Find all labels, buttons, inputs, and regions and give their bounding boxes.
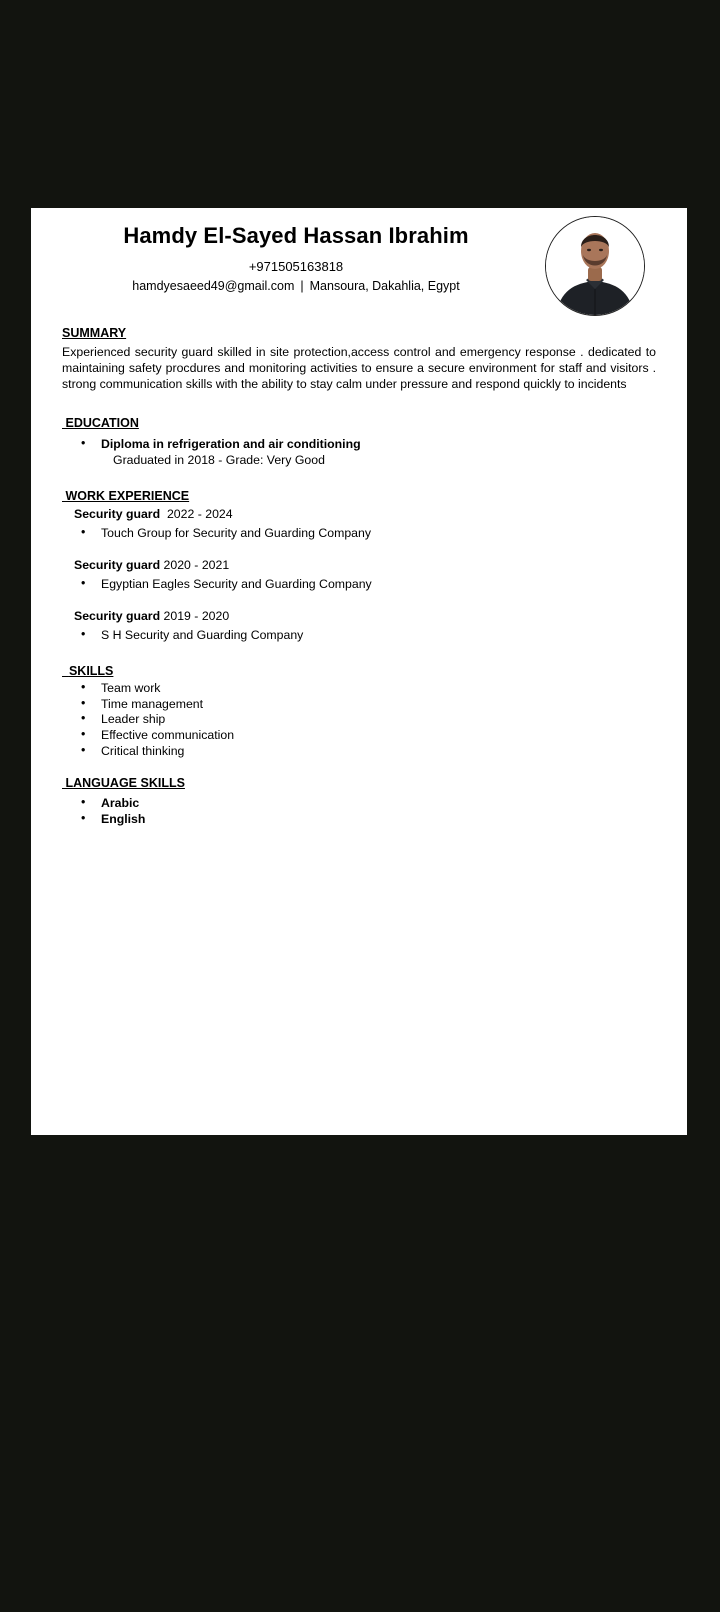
bullet-icon: • <box>81 627 86 641</box>
bullet-icon: • <box>81 743 86 757</box>
bullet-icon: • <box>81 811 86 825</box>
portrait-image <box>546 217 644 315</box>
languages-heading <box>62 776 185 790</box>
job-company: Egyptian Eagles Security and Guarding Company <box>101 577 372 591</box>
bullet-icon: • <box>81 436 86 450</box>
work-heading-label: WORK EXPERIENCE <box>65 489 190 503</box>
skill-item: Effective communication <box>101 728 235 742</box>
skills-heading-label: SKILLS <box>68 664 114 678</box>
education-details: Graduated in 2018 - Grade: Very Good <box>113 453 325 467</box>
education-heading-label: EDUCATION <box>65 416 139 430</box>
profile-photo <box>545 216 645 316</box>
job-company: Touch Group for Security and Guarding Company <box>101 526 371 540</box>
bullet-icon: • <box>81 680 86 694</box>
job-role: Security guard <box>74 558 161 572</box>
work-heading <box>62 489 189 503</box>
bullet-icon: • <box>81 727 86 741</box>
summary-heading: SUMMARY <box>62 326 127 340</box>
skills-heading <box>62 664 113 678</box>
phone-number: +971505163818 <box>248 259 344 274</box>
education-heading <box>62 416 139 430</box>
location: Mansoura, Dakahlia, Egypt <box>309 279 460 293</box>
skill-item: Leader ship <box>101 712 166 726</box>
job-years: 2020 - 2021 <box>163 558 230 572</box>
contact-line <box>31 279 561 293</box>
education-degree: Diploma in refrigeration and air conditioning <box>101 437 361 451</box>
candidate-name: Hamdy El-Sayed Hassan Ibrahim <box>123 223 469 248</box>
summary-text: Experienced security guard skilled in site protection,access control and emergency response . dedicated to maintaining safety procdures and monitoring activities to ensure a secure environment for staff and visitors . strong communication skills with the ability to stay calm under pressure and respond quickly to incidents <box>62 345 656 391</box>
job-years: 2019 - 2020 <box>163 609 230 623</box>
job-role: Security guard <box>74 507 161 521</box>
language-item: Arabic <box>101 796 140 810</box>
resume-page <box>31 208 687 1135</box>
job-years: 2022 - 2024 <box>166 507 233 521</box>
job-title-line <box>74 558 229 572</box>
contact-separator: | <box>300 279 304 293</box>
job-company: S H Security and Guarding Company <box>101 628 304 642</box>
skill-item: Time management <box>101 697 204 711</box>
bullet-icon: • <box>81 696 86 710</box>
skill-item: Critical thinking <box>101 744 185 758</box>
language-item: English <box>101 812 146 826</box>
bullet-icon: • <box>81 711 86 725</box>
bullet-icon: • <box>81 525 86 539</box>
job-role: Security guard <box>74 609 161 623</box>
email: hamdyesaeed49@gmail.com <box>132 279 295 293</box>
job-title-line <box>74 609 229 623</box>
skill-item: Team work <box>101 681 161 695</box>
bullet-icon: • <box>81 576 86 590</box>
languages-heading-label: LANGUAGE SKILLS <box>65 776 185 790</box>
job-title-line <box>74 507 233 521</box>
bullet-icon: • <box>81 795 86 809</box>
